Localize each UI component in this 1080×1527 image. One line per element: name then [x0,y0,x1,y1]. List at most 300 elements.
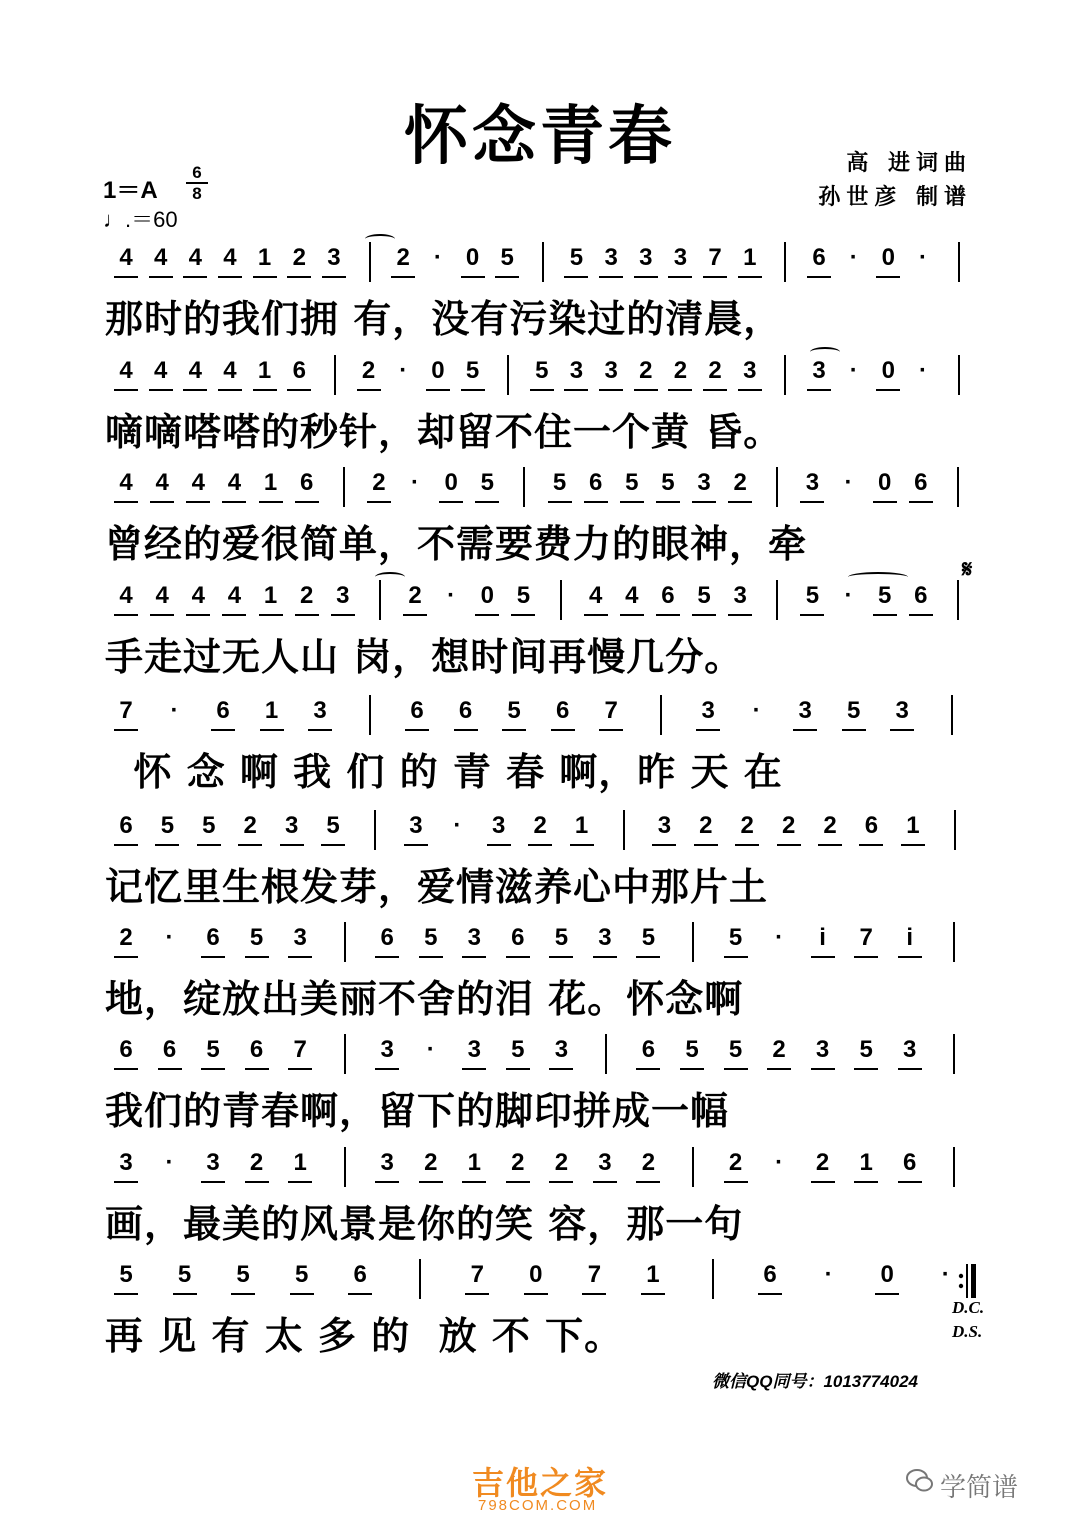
eighth-underline [461,389,485,391]
note: 6 [661,582,675,609]
eighth-underline [807,276,831,278]
eighth-underline [462,956,486,958]
eighth-underline [811,956,835,958]
note: 7 [587,1261,602,1288]
eighth-underline [259,614,283,616]
eighth-underline [738,276,762,278]
note: 2 [772,1036,786,1063]
note: 3 [206,1149,220,1176]
eighth-underline [800,501,824,503]
note: 3 [467,924,481,951]
eighth-underline [724,1181,748,1183]
note: 5 [177,1261,192,1288]
eighth-underline [454,729,478,731]
dot-extension: · [844,469,853,496]
note: 5 [465,357,480,384]
note: 5 [535,357,549,384]
eighth-underline [419,1181,443,1183]
note: 3 [815,1036,830,1063]
eighth-underline [475,614,499,616]
eighth-underline [767,1068,791,1070]
eighth-underline [656,501,680,503]
eighth-underline [506,1181,530,1183]
note: 0 [877,469,892,496]
eighth-underline [183,276,207,278]
notation-row [0,353,1080,401]
bar-line [334,355,336,395]
eighth-underline [511,614,535,616]
note: 5 [160,812,175,839]
eighth-underline [222,501,246,503]
eighth-underline [173,1293,197,1295]
time-signature-top: 6 [192,163,202,182]
eighth-underline [222,614,246,616]
eighth-underline [375,1181,399,1183]
eighth-underline [898,1181,922,1183]
eighth-underline [890,729,914,731]
eighth-underline [599,729,623,731]
lyric-line: 我们的青春啊，留下的脚印拼成一幅 [105,1088,730,1133]
site-logo: 吉他之家 [472,1464,609,1502]
note: 4 [153,357,168,384]
eighth-underline [728,614,752,616]
note: 1 [257,357,272,384]
note: 6 [864,812,879,839]
lyric-line: 手走过无人山 岗，想时间再慢几分。 [105,634,744,679]
note: 4 [119,244,133,271]
bar-line [953,1147,955,1187]
note: 6 [206,924,220,951]
eighth-underline [564,276,588,278]
eighth-underline [668,389,692,391]
eighth-underline [859,844,883,846]
dot-extension: · [165,1149,174,1176]
eighth-underline [620,614,644,616]
time-signature-bottom: 8 [192,184,202,203]
note: 1 [293,1149,307,1176]
dot-extension: · [170,697,179,724]
bar-line [784,355,786,395]
eighth-underline [696,729,720,731]
note: 5 [249,924,264,951]
note: 4 [155,469,169,496]
eighth-underline [114,1293,138,1295]
note: i [819,924,826,951]
note: 3 [380,1036,394,1063]
eighth-underline [506,956,530,958]
note: 5 [516,582,531,609]
eighth-underline [245,956,269,958]
eighth-underline [524,1293,548,1295]
note: 3 [313,697,327,724]
eighth-underline [321,844,345,846]
eighth-underline [584,614,608,616]
bar-line [374,810,376,850]
note: 7 [119,697,133,724]
dot-extension: · [824,1261,833,1288]
note: 4 [227,582,242,609]
eighth-underline [582,1293,606,1295]
eighth-underline [253,389,277,391]
eighth-underline [201,1181,225,1183]
bar-line [958,242,960,282]
note: 3 [598,924,612,951]
eighth-underline [357,389,381,391]
notation-row [0,920,1080,968]
eighth-underline [287,389,311,391]
eighth-underline [898,956,922,958]
eighth-underline [295,501,319,503]
eighth-underline [584,501,608,503]
score-line [0,1145,1080,1255]
notation-row [0,1032,1080,1080]
bar-line [344,1147,346,1187]
note: 5 [685,1036,699,1063]
note: 2 [299,582,314,609]
dot-extension: · [433,244,442,271]
note: 5 [554,924,569,951]
note: 4 [191,469,205,496]
notation-row [0,1145,1080,1193]
note: 3 [409,812,423,839]
bar-line [957,467,959,507]
score-line [0,240,1080,350]
slur-arc [365,234,395,244]
bar-line [419,1259,421,1299]
eighth-underline [724,956,748,958]
note: 5 [697,582,711,609]
note: 2 [119,924,133,951]
note: 5 [511,1036,525,1063]
eighth-underline [308,729,332,731]
score-line [0,578,1080,688]
note: 5 [877,582,892,609]
eighth-underline [692,501,716,503]
dot-extension: · [849,357,858,384]
dot-extension: · [426,1036,435,1063]
note: 0 [880,1261,894,1288]
eighth-underline [114,614,138,616]
note: 6 [511,924,525,951]
bar-line [542,242,544,282]
note: 4 [223,244,237,271]
eighth-underline [694,844,718,846]
eighth-underline [280,844,304,846]
eighth-underline [245,1181,269,1183]
eighth-underline [909,614,933,616]
eighth-underline [114,276,138,278]
note: 6 [299,469,314,496]
note: 4 [227,469,242,496]
eighth-underline [909,501,933,503]
bar-line [784,242,786,282]
score-line [0,693,1080,803]
note: 5 [859,1036,873,1063]
note: 5 [641,924,656,951]
eighth-underline [149,389,173,391]
note: 3 [293,924,307,951]
lyric-line: 记忆里生根发芽，爱情滋养心中那片土 [105,864,769,909]
note: 3 [673,244,688,271]
eighth-underline [873,501,897,503]
eighth-underline [875,1293,899,1295]
note: 6 [903,1149,917,1176]
note: 2 [641,1149,656,1176]
dc-marking: D.C. [952,1298,985,1317]
bar-line [560,580,562,620]
dot-extension: · [752,697,761,724]
note: 0 [431,357,445,384]
note: 2 [292,244,306,271]
note: 6 [410,697,424,724]
note: 3 [467,1036,481,1063]
eighth-underline [218,276,242,278]
lyric-line: 曾经的爱很简单，不需要费力的眼神，牵 [105,521,808,566]
eighth-underline [634,276,658,278]
lyric-line: 画，最美的风景是你的笑 容，那一句 [105,1201,744,1246]
eighth-underline [375,1068,399,1070]
note: 6 [763,1261,777,1288]
eighth-underline [259,501,283,503]
note: 5 [202,812,216,839]
eighth-underline [211,729,235,731]
note: 4 [119,582,133,609]
note: 3 [380,1149,394,1176]
note: 3 [812,357,826,384]
note: 4 [119,357,133,384]
eighth-underline [419,956,443,958]
bar-line [776,580,778,620]
note: 2 [728,1149,743,1176]
note: 3 [903,1036,917,1063]
eighth-underline [680,1068,704,1070]
note: 1 [263,582,278,609]
score-line [0,808,1080,918]
eighth-underline [260,729,284,731]
note: 7 [604,697,618,724]
note: 5 [500,244,514,271]
bar-line [951,695,953,735]
note: 5 [119,1261,133,1288]
note: 2 [396,244,410,271]
eighth-underline [652,844,676,846]
score-line [0,465,1080,575]
eighth-underline [724,1068,748,1070]
note: 3 [697,469,711,496]
lyric-line: 嘀嘀嗒嗒的秒针，却留不住一个黄 昏。 [105,409,783,454]
eighth-underline [758,1293,782,1295]
note: 5 [661,469,675,496]
eighth-underline [793,729,817,731]
note: i [906,924,914,951]
lyric-line: 地，绽放出美丽不舍的泪 花。怀念啊 [105,976,744,1021]
note: 7 [708,244,722,271]
note: 2 [408,582,422,609]
note: 4 [188,244,202,271]
eighth-underline [854,1181,878,1183]
note: 6 [588,469,603,496]
repeat-end-sign [958,1264,978,1300]
eighth-underline [322,276,346,278]
eighth-underline [728,501,752,503]
score-line [0,920,1080,1030]
eighth-underline [548,501,572,503]
eighth-underline [564,389,588,391]
note: 0 [881,244,896,271]
eighth-underline [155,844,179,846]
note: 6 [380,924,394,951]
dot-extension: · [411,469,420,496]
notation-row [0,693,1080,741]
note: 6 [641,1036,656,1063]
eighth-underline [183,389,207,391]
eighth-underline [114,956,138,958]
eighth-underline [703,389,727,391]
dot-extension: · [453,812,462,839]
bar-line [344,1034,346,1074]
note: 1 [257,244,272,271]
note: 6 [353,1261,367,1288]
eighth-underline [668,276,692,278]
note: 2 [424,1149,438,1176]
eighth-underline [873,614,897,616]
note: 5 [728,924,743,951]
eighth-underline [149,276,173,278]
site-logo-domain: 798COM.COM [478,1497,598,1514]
eighth-underline [231,1293,255,1295]
note: 2 [249,1149,264,1176]
bar-line [953,922,955,962]
eighth-underline [462,1181,486,1183]
note: 3 [569,357,584,384]
note: 4 [155,582,169,609]
bar-line [957,580,959,620]
song-title: 怀念青春 [404,99,676,174]
credit-transcriber: 孙世彦 制谱 [818,184,972,210]
note: 0 [480,582,494,609]
dot-extension: · [919,244,928,271]
note: 6 [914,469,928,496]
note: 5 [294,1261,309,1288]
note: 5 [326,812,340,839]
dot-extension: · [165,924,174,951]
eighth-underline [290,1293,314,1295]
dot-extension: · [844,582,853,609]
note: 0 [444,469,458,496]
eighth-underline [375,956,399,958]
eighth-underline [901,844,925,846]
eighth-underline [287,276,311,278]
eighth-underline [692,614,716,616]
note: 7 [293,1036,307,1063]
eighth-underline [245,1068,269,1070]
eighth-underline [114,1068,138,1070]
bar-line [343,467,345,507]
eighth-underline [528,844,552,846]
lyric-line: 怀 念 啊 我 们 的 青 春 啊，昨 天 在 [105,749,783,794]
note: 1 [646,1261,660,1288]
eighth-underline [158,1068,182,1070]
note: 6 [216,697,230,724]
note: 3 [701,697,715,724]
eighth-underline [114,729,138,731]
eighth-underline [487,844,511,846]
eighth-underline [348,1293,372,1295]
note: 2 [815,1149,830,1176]
slur-arc [848,572,908,582]
eighth-underline [530,389,554,391]
eighth-underline [465,1293,489,1295]
eighth-underline [656,614,680,616]
eighth-underline [800,614,824,616]
note: 2 [673,357,688,384]
eighth-underline [570,844,594,846]
eighth-underline [495,276,519,278]
note: 3 [598,1149,612,1176]
eighth-underline [405,729,429,731]
note: 2 [372,469,386,496]
key-signature: 1＝A [103,177,158,204]
eighth-underline [620,501,644,503]
note: 1 [574,812,589,839]
note: 5 [480,469,494,496]
eighth-underline [593,956,617,958]
note: 2 [781,812,796,839]
eighth-underline [641,1293,665,1295]
eighth-underline [634,389,658,391]
bar-line [776,467,778,507]
notation-row [0,1257,1080,1305]
note: 2 [823,812,837,839]
note: 2 [243,812,257,839]
note: 4 [153,244,168,271]
eighth-underline [738,389,762,391]
note: 5 [424,924,438,951]
note: 3 [895,697,909,724]
eighth-underline [818,844,842,846]
note: 3 [119,1149,133,1176]
note: 0 [881,357,896,384]
eighth-underline [735,844,759,846]
dot-extension: · [849,244,858,271]
note: 3 [284,812,299,839]
eighth-underline [549,956,573,958]
eighth-underline [114,844,138,846]
eighth-underline [807,389,831,391]
dot-extension: · [919,357,928,384]
note: 2 [639,357,653,384]
eighth-underline [253,276,277,278]
note: 6 [249,1036,264,1063]
bar-line [954,810,956,850]
note: 2 [733,469,747,496]
bar-line [953,1034,955,1074]
bar-line [692,1147,694,1187]
eighth-underline [288,1068,312,1070]
eighth-underline [636,1068,660,1070]
eighth-underline [295,614,319,616]
eighth-underline [876,276,900,278]
note: 5 [847,697,861,724]
eighth-underline [114,501,138,503]
eighth-underline [551,729,575,731]
score-line [0,1257,1080,1367]
eighth-underline [439,501,463,503]
note: 3 [805,469,820,496]
eighth-underline [842,729,866,731]
note: 7 [859,924,873,951]
eighth-underline [811,1068,835,1070]
